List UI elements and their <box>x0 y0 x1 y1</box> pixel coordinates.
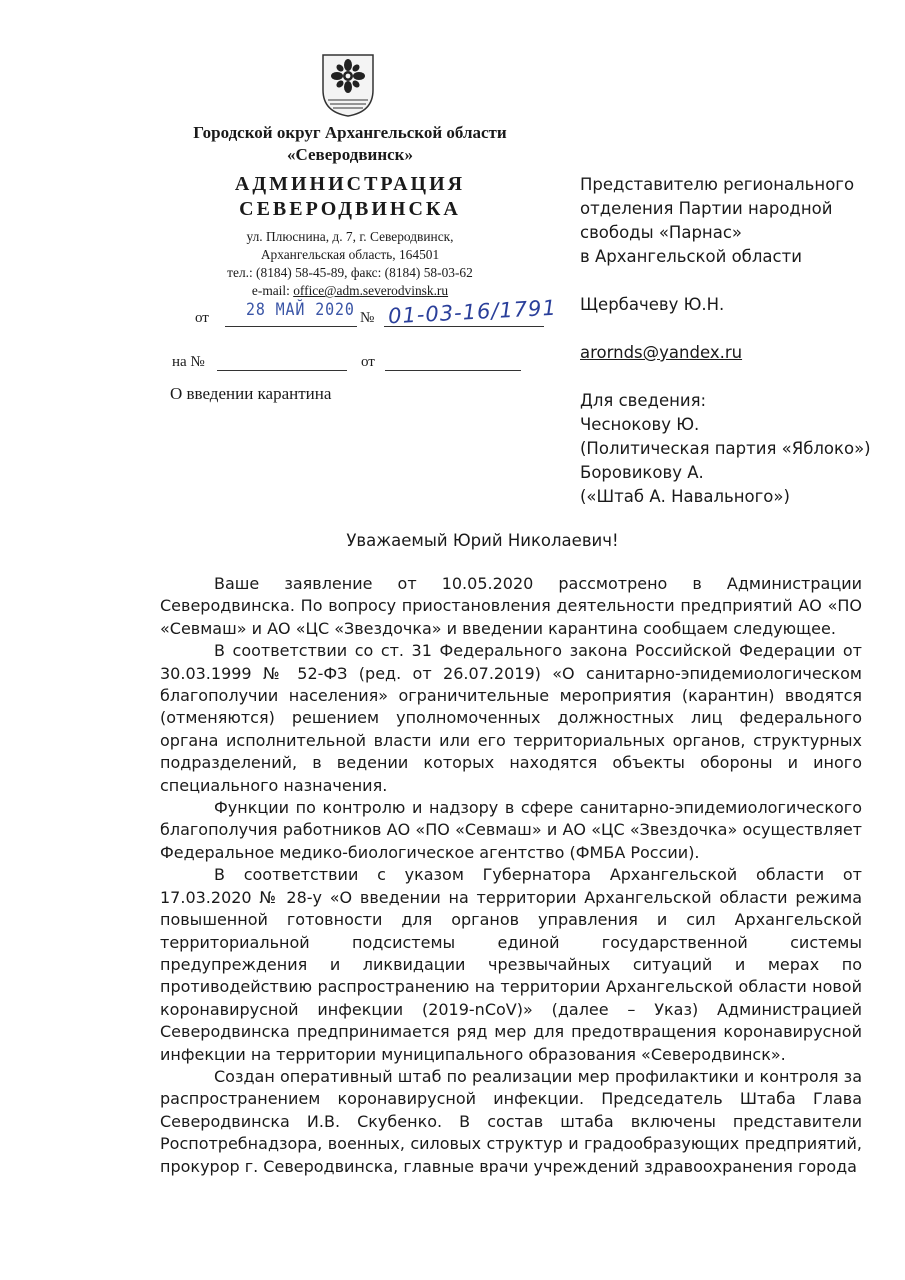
letter-body <box>160 573 862 1178</box>
recipient-spacer <box>580 365 880 389</box>
info-recipient2: Боровикову А. <box>580 463 704 482</box>
recipient-name: Щербачеву Ю.Н. <box>580 295 725 314</box>
coat-of-arms-emblem <box>320 52 376 118</box>
recipient-email-link[interactable]: arornds@yandex.ru <box>580 343 743 362</box>
body-paragraph: В соответствии со ст. 31 Федерального закона Российской Федерации от 30.03.1999 № 52-ФЗ (ред. от 26.07.2019) «О санитарно-эпидемиологическом благополучии населения» ограничительные мероприятия (карантин) вводятся (отменяются) решением уполномоченных должностных лиц федерального органа исполнительной власти или его территориальных органов, структурных подразделений, в ведении которых находятся объекты обороны и иного специального назначения. <box>160 641 862 795</box>
recipient-block <box>580 173 880 509</box>
reply-number-underline <box>217 352 347 371</box>
reply-date-underline <box>385 352 521 371</box>
org-name <box>160 122 540 166</box>
body-paragraph: Ваше заявление от 10.05.2020 рассмотрено в Администрации Северодвинска. По вопросу приостановления деятельности предприятий АО «ПО «Севмаш» и АО «ЦС «Звездочка» и введении карантина сообщаем следующее. <box>160 574 862 638</box>
date-stamp: 28 МАЙ 2020 <box>246 300 355 320</box>
reply-number-row <box>172 352 347 371</box>
reply-date-row <box>361 352 521 371</box>
info-recipient1-party: (Политическая партия «Яблоко») <box>580 439 871 458</box>
recipient-spacer <box>580 317 880 341</box>
org-name-line1: Городской округ Архангельской области <box>193 123 507 142</box>
letter-subject: О введении карантина <box>170 384 332 403</box>
email-line <box>190 282 510 300</box>
body-paragraph: Функции по контролю и надзору в сфере санитарно-эпидемиологического благополучия работников АО «ПО «Севмаш» и АО «ЦС «Звездочка» осуществляет Федеральное медико-биологическое агентство (ФМБА России). <box>160 798 862 862</box>
greeting: Уважаемый Юрий Николаевич! <box>346 531 619 550</box>
body-paragraph: В соответствии с указом Губернатора Архангельской области от 17.03.2020 № 28-у «О введении на территории Архангельской области режима повышенной готовности для органов управления и сил Архангельской территориальной подсистемы единой государственной системы предупреждения и ликвидации чрезвычайных ситуаций и мерах по противодействию распространению на территории Архангельской области новой коронавирусной инфекции (2019-nCoV)» (далее – Указ) Администрацией Северодвинска предпринимается ряд мер для предотвращения коронавирусной инфекции на территории муниципального образования «Северодвинск». <box>160 865 862 1064</box>
admin-title-line1: АДМИНИСТРАЦИЯ <box>234 173 466 195</box>
recipient-line4: в Архангельской области <box>580 247 802 266</box>
reply-from-label: от <box>361 354 375 370</box>
email-label: e-mail: <box>251 283 294 298</box>
recipient-spacer <box>580 269 880 293</box>
org-name-line2: «Северодвинск» <box>287 145 413 164</box>
address-line1: ул. Плюснина, д. 7, г. Северодвинск, <box>246 229 454 244</box>
recipient-line3: свободы «Парнас» <box>580 223 742 242</box>
admin-title-line2: СЕВЕРОДВИНСКА <box>239 198 461 220</box>
address-line2: Архангельская область, 164501 <box>260 247 440 262</box>
handwritten-number: 01-03-16/1791 <box>387 295 558 329</box>
recipient-line1: Представителю регионального <box>580 175 855 194</box>
recipient-line2: отделения Партии народной <box>580 199 833 218</box>
admin-title <box>190 172 510 222</box>
body-paragraph: Создан оперативный штаб по реализации мер профилактики и контроля за распространением коронавирусной инфекции. Председатель Штаба Глава Северодвинска И.В. Скубенко. В состав штаба включены представители Роспотребнадзора, военных, силовых структур и градообразующих предприятий, прокурор г. Северодвинска, главные врачи учреждений здравоохранения города <box>160 1066 862 1176</box>
info-recipient1: Чеснокову Ю. <box>580 415 700 434</box>
info-recipient2-party: («Штаб А. Навального») <box>580 487 790 506</box>
number-label: № <box>360 310 375 326</box>
info-label: Для сведения: <box>580 391 707 410</box>
admin-email-link[interactable]: office@adm.severodvinsk.ru <box>293 283 449 298</box>
phone-line: тел.: (8184) 58-45-89, факс: (8184) 58-03-62 <box>227 265 473 280</box>
from-label: от <box>195 310 209 326</box>
admin-address <box>190 228 510 300</box>
reply-label: на № <box>172 354 205 370</box>
